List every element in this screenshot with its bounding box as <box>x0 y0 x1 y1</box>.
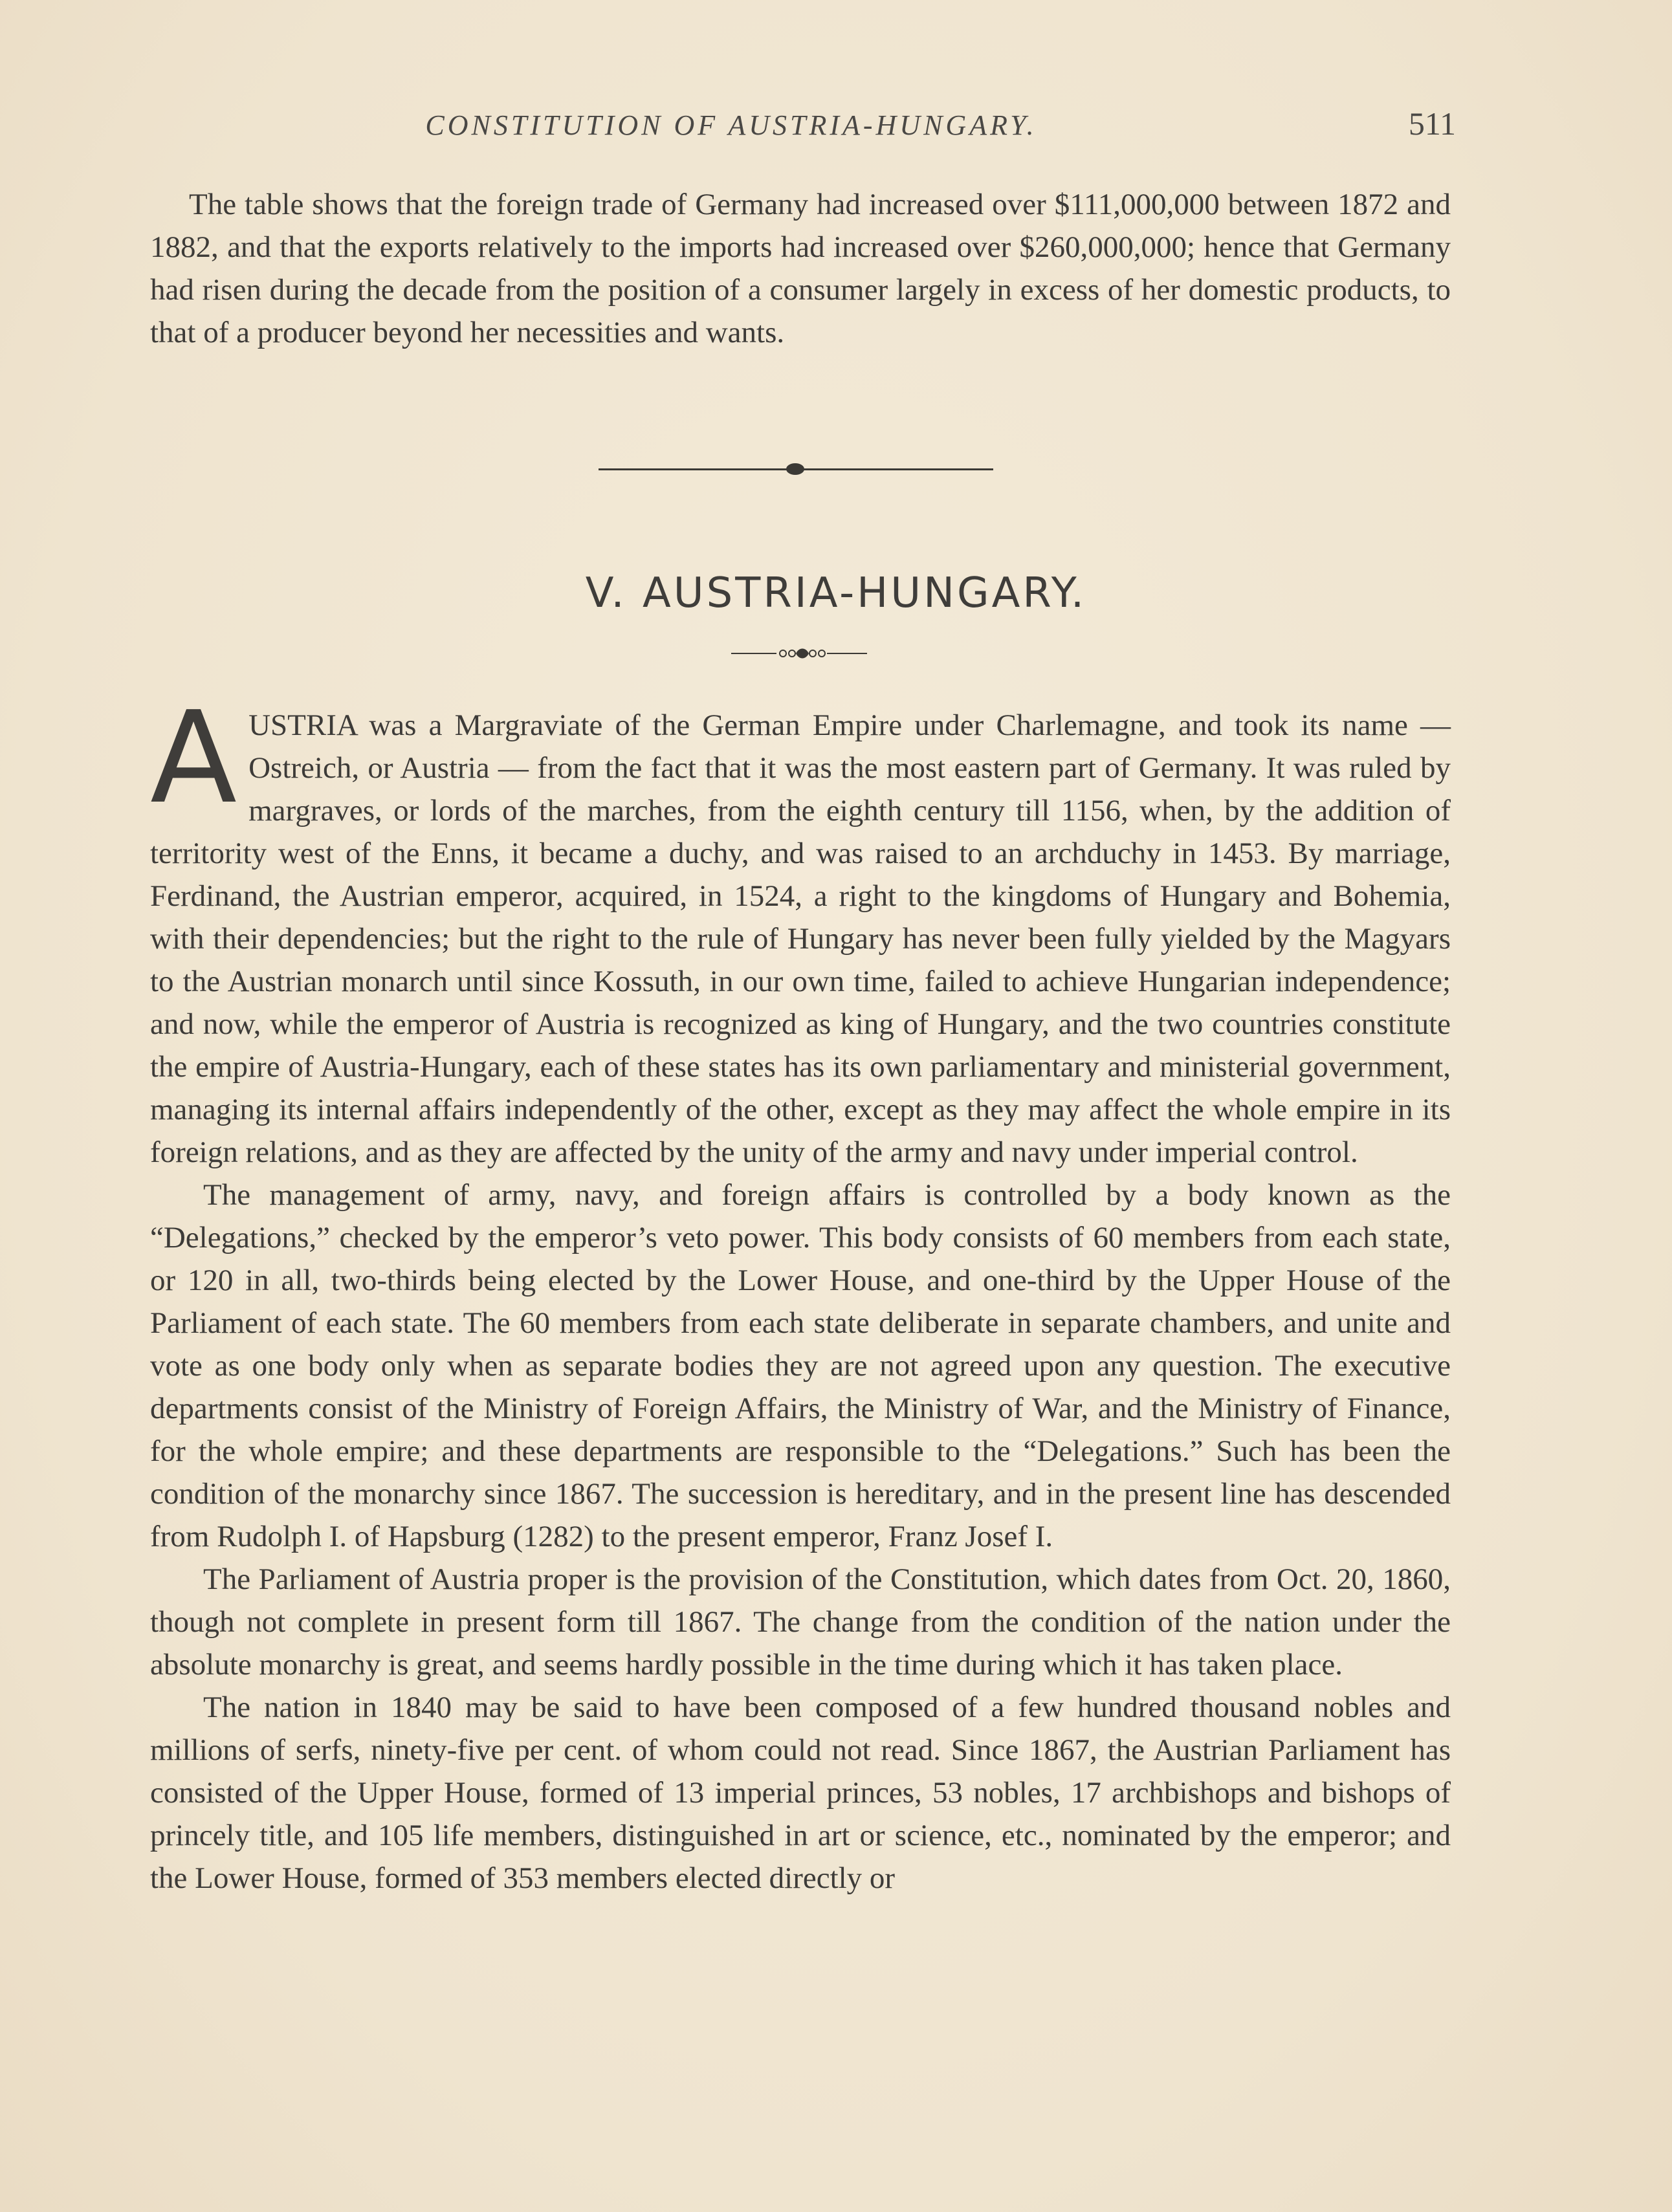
running-head <box>149 105 1456 154</box>
drop-cap: A <box>150 684 237 832</box>
first-paragraph <box>150 684 1451 1174</box>
intro-text <box>150 183 1451 354</box>
page-number: 511 <box>1408 105 1456 142</box>
divider-ornament-icon <box>786 463 804 475</box>
paragraph-nation: The nation in 1840 may be said to have been composed of a few hundred thousand nobles and millions of serfs, ninety-five per cent. of whom could not read. Since 1867, the Austrian Parliament has consisted of the Upper House, formed of 13 imperial princes, 53 nobles, 17 archbishops and bishops of princely title, and 105 life members, distinguished in art or science, etc., nominated by the emperor; and the Lower House, formed of 353 members elected directly or <box>150 1691 1451 1895</box>
flourish-ornament-icon <box>731 644 867 663</box>
first-paragraph-text: USTRIA was a Margraviate of the German Empire under Charlemagne, and took its name — Ostreich, or Austria — from the fact that it was the most eastern part of Germany. It was ruled by margraves, or lords of the marches, from the eighth century till 1156, when, by the addition of territority west of the Enns, it became a duchy, and was raised to an archduchy in 1453. By marriage, Ferdinand, the Austrian emperor, acquired, in 1524, a right to the kingdoms of Hungary and Bohemia, with their dependencies; but the right to the rule of Hungary has never been fully yielded by the Magyars to the Austrian monarch until since Kossuth, in our own time, failed to achieve Hungarian independence; and now, while the emperor of Austria is recognized as king of Hungary, and the two countries constitute the empire of Austria-Hungary, each of these states has its own parliamentary and ministerial government, managing its internal affairs independently of the other, except as they may affect the whole empire in its foreign relations, and as they are affected by the unity of the army and navy under imperial control. <box>150 708 1451 1169</box>
paragraph-delegations: The management of army, navy, and foreign affairs is controlled by a body known as the “Delegations,” checked by the emperor’s veto power. This body consists of 60 members from each state, or 120 in all, two-thirds being elected by the Lower House, and one-third by the Upper House of the Parliament of each state. The 60 members from each state deliberate in separate chambers, and unite and vote as one body only when as separate bodies they are not agreed upon any question. The executive departments consist of the Ministry of Foreign Affairs, the Ministry of War, and the Ministry of Finance, for the whole empire; and these departments are responsible to the “Delegations.” Such has been the condition of the monarchy since 1867. The succession is hereditary, and in the present line has descended from Rudolph I. of Hapsburg (1282) to the present emperor, Franz Josef I. <box>150 1178 1451 1553</box>
paragraph-parliament: The Parliament of Austria proper is the provision of the Constitution, which dates from Oct. 20, 1860, though not complete in present form till 1867. The change from the condition of the nation under the absolute monarchy is great, and seems hardly possible in the time during which it has taken place. <box>150 1562 1451 1681</box>
section-body <box>150 684 1451 1900</box>
section-heading: V. AUSTRIA-HUNGARY. <box>585 569 1087 617</box>
intro-paragraph: The table shows that the foreign trade of Germany had increased over $111,000,000 between 1872 and 1882, and that the exports relatively to the imports had increased over $260,000,000; hence that Germany had risen during the decade from the position of a consumer largely in excess of her domestic products, to that of a producer beyond her necessities and wants. <box>150 188 1451 349</box>
running-title: CONSTITUTION OF AUSTRIA-HUNGARY. <box>425 109 1037 141</box>
